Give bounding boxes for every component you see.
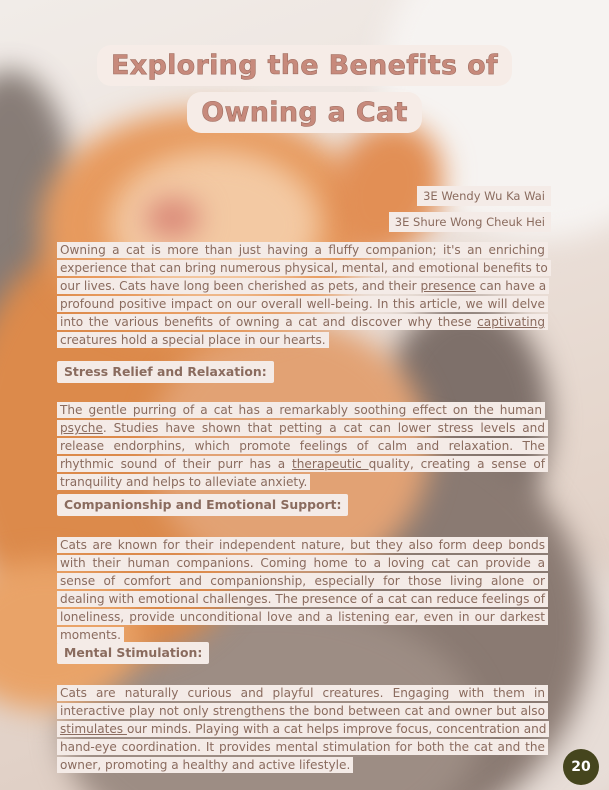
paragraph-companionship bbox=[57, 536, 548, 644]
stress-underline-psyche: psyche bbox=[60, 421, 103, 435]
mental-text-2: our minds. Playing with a cat helps improve focus, concentration and hand-eye coordination. It provides mental stimulation for both the cat and the owner, promoting a healthy and active lifestyle. bbox=[60, 722, 547, 772]
intro-paragraph bbox=[57, 241, 548, 349]
paragraph-stress-relief bbox=[57, 401, 548, 491]
stress-text-2: . Studies have shown that petting a cat can lower stress levels and release endorphins, which promote feelings of calm and relaxation. The rhythmic sound of their purr has a bbox=[60, 421, 545, 471]
companionship-text: Cats are known for their independent nature, but they also form deep bonds with their human companions. Coming home to a loving cat can provide a sense of comfort and companionship, especially for those living alone or dealing with emotional challenges. The presence of a cat can reduce feelings of loneliness, provide unconditional love and a listening ear, even in our darkest moments. bbox=[57, 537, 548, 643]
author-2: 3E Shure Wong Cheuk Hei bbox=[389, 212, 551, 232]
mental-text-1: Cats are naturally curious and playful creatures. Engaging with them in interactive play not only strengthens the bond between cat and owner but also bbox=[60, 686, 545, 718]
heading-mental-stimulation: Mental Stimulation: bbox=[57, 642, 209, 664]
heading-stress-relief: Stress Relief and Relaxation: bbox=[57, 361, 274, 383]
paragraph-mental-stimulation bbox=[57, 684, 548, 774]
article-title bbox=[97, 45, 512, 133]
intro-text-3: creatures hold a special place in our hearts. bbox=[60, 333, 326, 347]
heading-companionship: Companionship and Emotional Support: bbox=[57, 494, 348, 516]
page-number-badge: 20 bbox=[563, 749, 599, 785]
author-1: 3E Wendy Wu Ka Wai bbox=[417, 186, 551, 206]
title-line-1: Exploring the Benefits of bbox=[111, 50, 498, 81]
stress-underline-therapeutic: therapeutic bbox=[292, 457, 369, 471]
intro-underline-presence: presence bbox=[420, 279, 476, 293]
intro-text-2: can have a profound positive impact on our overall well-being. In this article, we will delve into the various benefits of owning a cat and discover why these bbox=[60, 279, 547, 329]
authors bbox=[389, 185, 551, 237]
title-line-2: Owning a Cat bbox=[201, 97, 408, 128]
intro-text-1: Owning a cat is more than just having a fluffy companion; it's an enriching experience that can bring numerous physical, mental, and emotional benefits to our lives. Cats have long been cherished as pets, and their bbox=[60, 243, 548, 293]
title-block bbox=[0, 42, 609, 136]
mental-underline-stimulates: stimulates bbox=[60, 722, 127, 736]
intro-underline-captivating: captivating bbox=[477, 315, 545, 329]
stress-text-3: quality, creating a sense of tranquility and helps to alleviate anxiety. bbox=[60, 457, 545, 489]
stress-text-1: The gentle purring of a cat has a remarkably soothing effect on the human bbox=[60, 403, 542, 417]
